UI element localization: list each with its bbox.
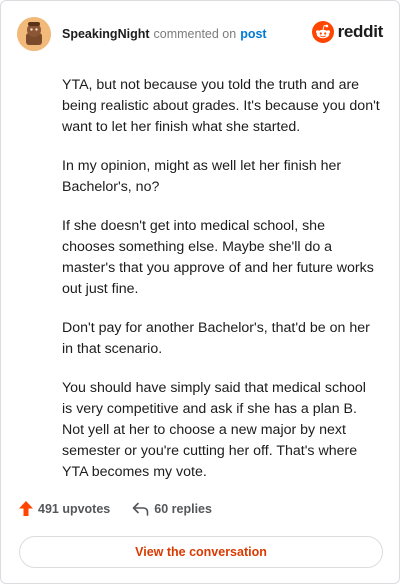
action-text: commented on (153, 27, 237, 41)
header-text (62, 27, 267, 41)
reddit-logo[interactable] (312, 21, 383, 43)
snoo-avatar-icon (17, 17, 51, 51)
upvotes-stat[interactable] (19, 501, 110, 516)
avatar[interactable] (17, 17, 51, 51)
reddit-wordmark: reddit (337, 22, 383, 41)
comment-header (17, 17, 383, 51)
comment-paragraph: If she doesn't get into medical school, she chooses something else. Maybe she'll do a master's that you approve of and her future works out just fine. (62, 218, 374, 297)
upvotes-count: 491 upvotes (38, 501, 111, 516)
view-conversation-button[interactable]: View the conversation (19, 536, 383, 568)
comment-body (62, 75, 380, 501)
replies-stat[interactable] (132, 502, 212, 516)
comment-paragraph: YTA, but not because you told the truth and are being realistic about grades. It's because you don't want to let her finish what she started. (62, 77, 380, 135)
comment-paragraph: You should have simply said that medical school is very competitive and ask if she has a plan B. Not yell at her to choose a new major by next semester or you're cutting her off. That's where YTA becomes my vote. (62, 380, 366, 480)
author-name[interactable]: SpeakingNight (62, 27, 150, 41)
upvote-arrow-icon (19, 501, 33, 516)
reply-arrow-icon (132, 502, 149, 516)
comment-paragraph: In my opinion, might as well let her finish her Bachelor's, no? (62, 158, 342, 195)
comment-footer (19, 501, 234, 516)
reddit-alien-icon (312, 21, 334, 43)
post-link[interactable]: post (240, 27, 267, 41)
replies-count: 60 replies (154, 501, 212, 516)
comment-paragraph: Don't pay for another Bachelor's, that'd be on her in that scenario. (62, 320, 370, 357)
